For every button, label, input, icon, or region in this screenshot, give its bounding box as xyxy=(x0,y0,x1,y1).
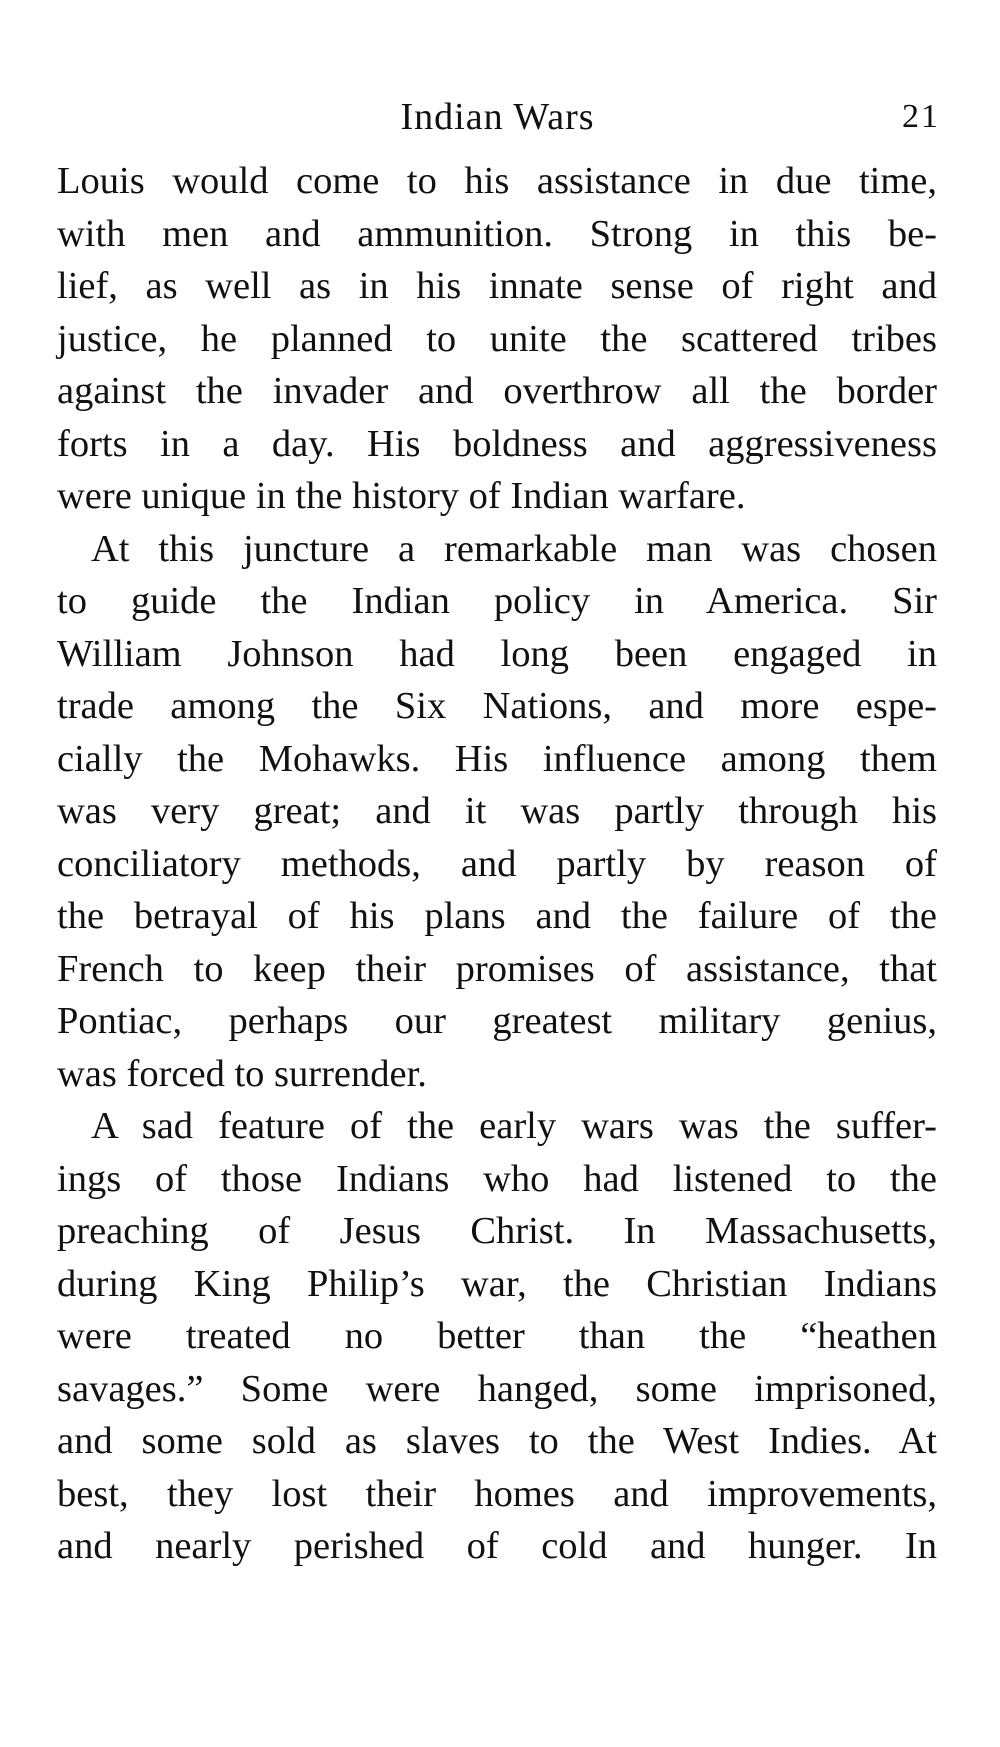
text-line: William Johnson had long been engaged in xyxy=(57,632,937,675)
text-line: cially the Mohawks. His influence among them xyxy=(57,737,937,780)
text-line: lief, as well as in his innate sense of right and xyxy=(57,265,937,307)
text-line: were treated no better than the “heathen xyxy=(57,1315,937,1357)
text-line: best, they lost their homes and improvements, xyxy=(57,1472,937,1515)
text-line: trade among the Six Nations, and more espe- xyxy=(57,685,937,727)
text-line: forts in a day. His boldness and aggressiveness xyxy=(57,422,937,465)
text-line: French to keep their promises of assistance, that xyxy=(57,947,937,990)
text-line: ings of those Indians who had listened to the xyxy=(57,1157,937,1200)
text-line: conciliatory methods, and partly by reason of xyxy=(57,842,937,885)
paragraph-3 xyxy=(57,1100,937,1573)
text-line: and nearly perished of cold and hunger. In xyxy=(57,1525,937,1567)
text-line: against the invader and overthrow all the border xyxy=(57,370,937,412)
page-number: 21 xyxy=(902,98,940,135)
running-head xyxy=(55,92,940,142)
text-line: with men and ammunition. Strong in this be- xyxy=(57,212,937,255)
paragraph-1 xyxy=(57,155,937,523)
text-line: Louis would come to his assistance in due time, xyxy=(57,160,937,202)
text-line: during King Philip’s war, the Christian Indians xyxy=(57,1262,937,1305)
text-line: savages.” Some were hanged, some imprisoned, xyxy=(57,1367,937,1410)
text-line: preaching of Jesus Christ. In Massachusetts, xyxy=(57,1210,937,1252)
text-line: the betrayal of his plans and the failure of the xyxy=(57,895,937,937)
body-text xyxy=(57,155,937,1573)
text-line: At this juncture a remarkable man was chosen xyxy=(91,527,937,570)
text-line: were unique in the history of Indian warfare. xyxy=(57,475,746,517)
text-line: A sad feature of the early wars was the suffer- xyxy=(91,1105,937,1147)
running-title: Indian Wars xyxy=(400,96,595,138)
text-line: to guide the Indian policy in America. Sir xyxy=(57,580,937,622)
paragraph-2 xyxy=(57,523,937,1101)
text-line: Pontiac, perhaps our greatest military genius, xyxy=(57,1000,937,1042)
text-line: was very great; and it was partly through his xyxy=(57,790,937,832)
text-line: was forced to surrender. xyxy=(57,1052,427,1095)
text-line: justice, he planned to unite the scattered tribes xyxy=(57,317,937,360)
text-line: and some sold as slaves to the West Indies. At xyxy=(57,1420,937,1462)
